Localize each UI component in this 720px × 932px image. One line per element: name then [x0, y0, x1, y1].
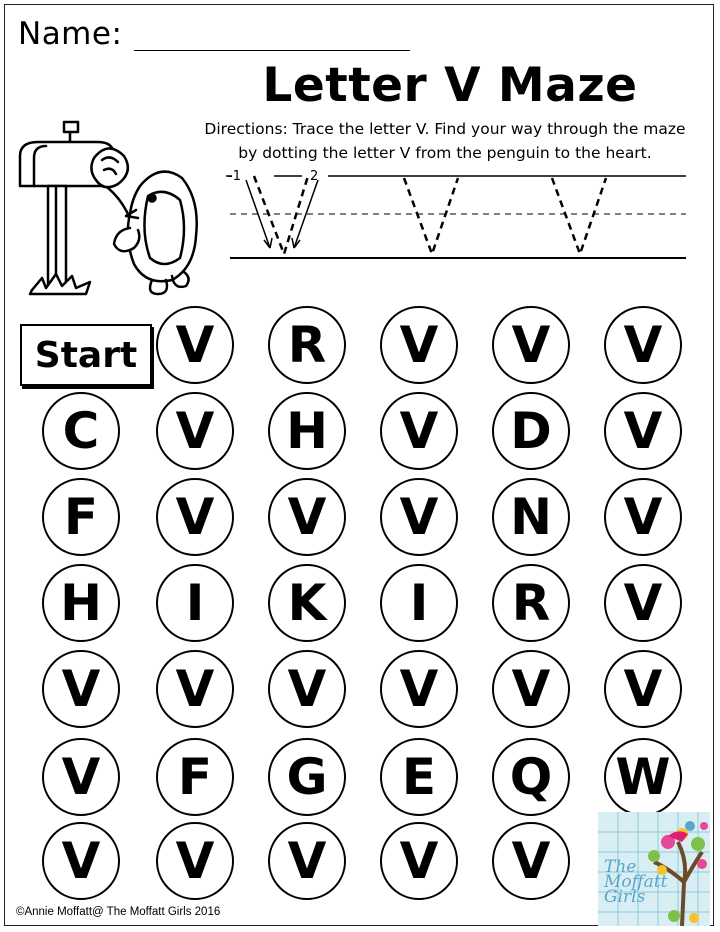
name-label: Name: — [18, 16, 123, 52]
maze-letter-circle[interactable]: V — [604, 478, 682, 556]
moffatt-girls-logo — [598, 812, 710, 926]
maze-letter-circle[interactable]: V — [156, 306, 234, 384]
maze-letter-circle[interactable]: V — [492, 306, 570, 384]
maze-letter-circle[interactable]: V — [492, 650, 570, 728]
logo-line-1: The — [604, 857, 637, 877]
maze-letter-circle[interactable]: G — [268, 738, 346, 816]
copyright-text: ©Annie Moffatt@ The Moffatt Girls 2016 — [16, 906, 221, 918]
maze-letter-circle[interactable]: V — [380, 392, 458, 470]
maze-letter-circle[interactable]: V — [268, 822, 346, 900]
maze-letter-circle[interactable]: V — [380, 478, 458, 556]
maze-letter-circle[interactable]: V — [604, 306, 682, 384]
maze-letter-circle[interactable]: W — [604, 738, 682, 816]
maze-letter-circle[interactable]: V — [268, 478, 346, 556]
maze-letter-circle[interactable]: E — [380, 738, 458, 816]
maze-letter-circle[interactable]: H — [42, 564, 120, 642]
logo-line-2: Moffatt — [604, 872, 668, 892]
stroke-2-label: 2 — [310, 169, 319, 184]
letter-v-tracing-guide[interactable] — [226, 166, 690, 266]
maze-letter-circle[interactable]: H — [268, 392, 346, 470]
page-title: Letter V Maze — [262, 58, 638, 113]
maze-letter-circle[interactable]: C — [42, 392, 120, 470]
maze-letter-circle[interactable]: N — [492, 478, 570, 556]
directions-line-2: by dotting the letter V from the penguin to the heart. — [238, 144, 652, 162]
maze-letter-circle[interactable]: Q — [492, 738, 570, 816]
name-input-line[interactable] — [134, 50, 410, 51]
maze-letter-circle[interactable]: V — [268, 650, 346, 728]
logo-text — [604, 857, 668, 907]
maze-letter-circle[interactable]: K — [268, 564, 346, 642]
maze-letter-circle[interactable]: V — [156, 650, 234, 728]
maze-letter-circle[interactable]: V — [42, 738, 120, 816]
maze-letter-circle[interactable]: I — [380, 564, 458, 642]
maze-letter-circle[interactable]: V — [42, 650, 120, 728]
maze-letter-circle[interactable]: V — [156, 392, 234, 470]
logo-line-3: Girls — [604, 887, 646, 907]
maze-letter-circle[interactable]: V — [604, 392, 682, 470]
maze-letter-circle[interactable]: V — [492, 822, 570, 900]
maze-letter-circle[interactable]: F — [156, 738, 234, 816]
maze-letter-circle[interactable]: V — [42, 822, 120, 900]
maze-letter-circle[interactable]: V — [156, 478, 234, 556]
penguin-mailbox-illustration — [12, 118, 212, 303]
start-label: Start — [20, 324, 152, 386]
maze-letter-circle[interactable]: V — [604, 564, 682, 642]
maze-letter-circle[interactable]: V — [380, 822, 458, 900]
maze-letter-circle[interactable]: V — [604, 650, 682, 728]
stroke-1-label: -1 — [228, 169, 241, 184]
maze-letter-circle[interactable]: D — [492, 392, 570, 470]
maze-letter-circle[interactable]: V — [156, 822, 234, 900]
maze-letter-circle[interactable]: V — [380, 306, 458, 384]
directions-line-1: Directions: Trace the letter V. Find your way through the maze — [204, 120, 686, 138]
directions — [176, 117, 714, 165]
maze-letter-circle[interactable]: I — [156, 564, 234, 642]
maze-letter-circle[interactable]: F — [42, 478, 120, 556]
maze-letter-circle[interactable]: R — [268, 306, 346, 384]
maze-letter-circle[interactable]: R — [492, 564, 570, 642]
maze-letter-circle[interactable]: V — [380, 650, 458, 728]
